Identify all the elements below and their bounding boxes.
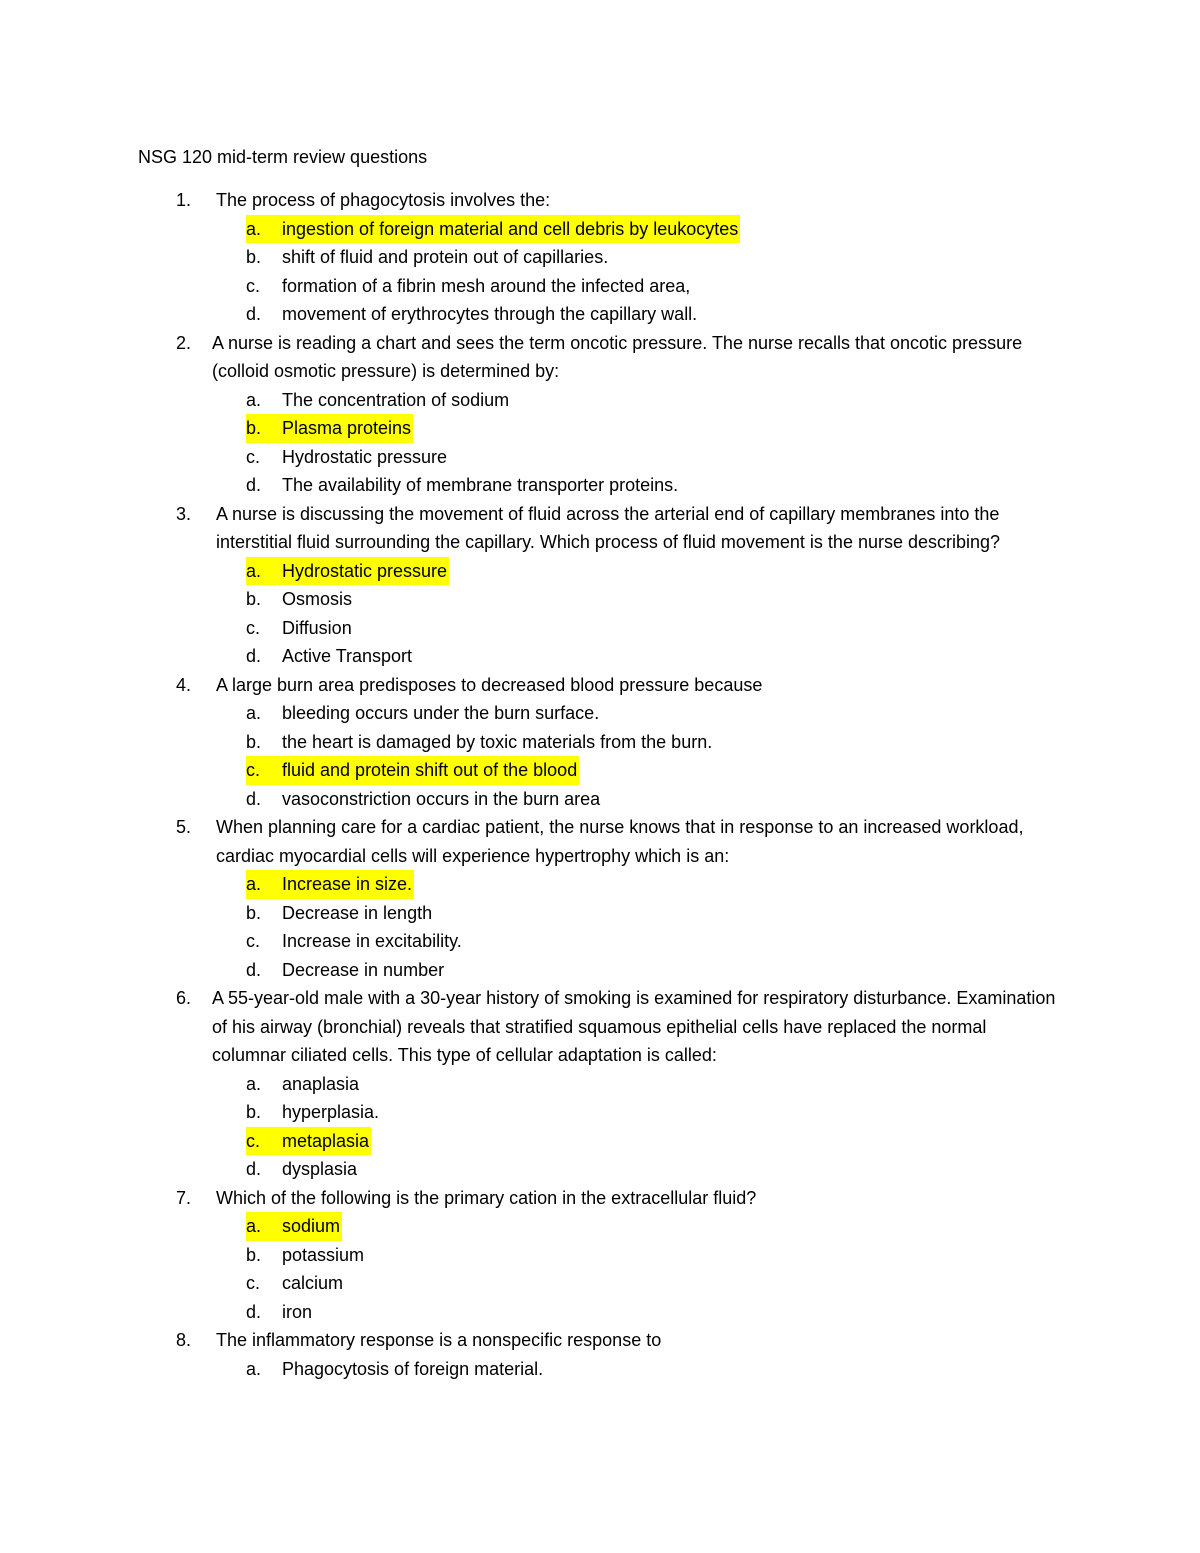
question-text: A 55-year-old male with a 30-year history of smoking is examined for respiratory disturbance. Examination of his airway (bronchial) reveals that stratified squamous epithelial cells have replaced the normal columnar ciliated cells. This type of cellular adaptation is called: [212,988,1056,1065]
answer-option-content [246,1355,545,1384]
answer-option [0,1269,1200,1298]
answer-option [0,272,1200,301]
answer-option-content [246,1155,359,1184]
answer-option [0,1212,1200,1241]
answer-option [0,756,1200,785]
answer-option [0,642,1200,671]
answer-option-content [246,300,699,329]
question-text: A large burn area predisposes to decreased blood pressure because [216,674,763,695]
question-text: The inflammatory response is a nonspecific response to [216,1330,662,1350]
option-text: hyperplasia. [282,1102,380,1122]
option-letter: d. [246,1301,262,1322]
answer-option [0,585,1200,614]
option-letter: b. [246,1102,262,1122]
question-row [0,984,1200,1070]
question-row [0,186,1200,215]
answer-option [0,927,1200,956]
question-row [0,1326,1200,1355]
highlighted-answer [246,870,414,899]
option-letter: a. [246,389,262,410]
option-text: Hydrostatic pressure [282,560,448,581]
question-item [0,671,1200,814]
question-text: Which of the following is the primary cation in the extracellular fluid? [216,1187,757,1208]
question-row [0,500,1200,557]
answer-option-content [246,614,354,643]
option-letter: d. [246,959,262,980]
option-letter: a. [246,560,262,581]
option-text: bleeding occurs under the burn surface. [282,703,600,723]
question-row [0,1184,1200,1213]
answer-option [0,386,1200,415]
answer-option-content [246,272,692,301]
question-number: 5. [176,817,192,837]
option-letter: c. [246,617,261,638]
question-item [0,1326,1200,1383]
option-letter: b. [246,589,262,609]
question-item [0,500,1200,671]
option-letter: b. [246,1244,262,1265]
answer-option-content [246,1298,314,1327]
option-text: Increase in excitability. [282,931,462,951]
option-letter: b. [246,418,262,438]
answer-option-content [246,785,602,814]
answer-option-content [246,471,680,500]
document-title: NSG 120 mid-term review questions [138,147,428,167]
option-letter: a. [246,1358,262,1379]
option-letter: a. [246,703,262,723]
answer-option [0,785,1200,814]
question-item [0,984,1200,1184]
answer-option-content [246,927,464,956]
question-text: The process of phagocytosis involves the: [216,190,551,210]
highlighted-answer [246,1127,371,1156]
question-number: 4. [176,674,192,695]
highlighted-answer [246,215,740,244]
option-letter: b. [246,247,262,267]
answer-option [0,1155,1200,1184]
option-text: shift of fluid and protein out of capillaries. [282,247,609,267]
question-text: A nurse is reading a chart and sees the term oncotic pressure. The nurse recalls that oncotic pressure (colloid osmotic pressure) is determined by: [212,332,1023,381]
answer-option-content [246,386,511,415]
answer-option-content [246,728,714,757]
answer-option [0,1298,1200,1327]
option-text: movement of erythrocytes through the capillary wall. [282,304,698,324]
option-letter: d. [246,304,262,324]
answer-option [0,300,1200,329]
option-text: anaplasia [282,1073,360,1094]
option-text: Active Transport [282,646,413,666]
option-text: Diffusion [282,617,352,638]
answer-option [0,899,1200,928]
question-row [0,329,1200,386]
option-text: Osmosis [282,589,353,609]
option-letter: c. [246,446,261,467]
option-text: Decrease in length [282,902,433,923]
answer-option-content [246,1070,361,1099]
option-text: Increase in size. [282,874,413,894]
question-item [0,813,1200,984]
question-text: A nurse is discussing the movement of fluid across the arterial end of capillary membranes into the interstitial fluid surrounding the capillary. Which process of fluid movement is the nurse describing? [216,503,1001,552]
question-number: 8. [176,1330,192,1350]
option-letter: c. [246,760,261,780]
answer-option [0,728,1200,757]
option-text: ingestion of foreign material and cell debris by leukocytes [282,218,739,239]
question-list [0,186,1200,1383]
answer-option-content [246,243,610,272]
option-letter: d. [246,788,262,809]
answer-option [0,614,1200,643]
option-letter: c. [246,931,261,951]
question-item [0,329,1200,500]
question-number: 3. [176,503,192,524]
question-number: 2. [176,332,192,353]
option-text: formation of a fibrin mesh around the infected area, [282,275,691,296]
answer-option-content [246,642,414,671]
option-letter: a. [246,1073,262,1094]
answer-option [0,1098,1200,1127]
option-letter: c. [246,1130,261,1151]
option-text: calcium [282,1273,344,1293]
option-letter: c. [246,1273,261,1293]
highlighted-answer [246,414,413,443]
answer-option [0,699,1200,728]
highlighted-answer [246,1212,342,1241]
answer-option [0,1070,1200,1099]
answer-option [0,1127,1200,1156]
option-text: the heart is damaged by toxic materials from the burn. [282,731,713,752]
option-letter: b. [246,731,262,752]
answer-option [0,443,1200,472]
highlighted-answer [246,557,449,586]
answer-option-content [246,1269,345,1298]
option-letter: a. [246,218,262,239]
answer-option-content [246,956,446,985]
answer-option [0,243,1200,272]
answer-option [0,215,1200,244]
option-letter: d. [246,646,262,666]
option-text: sodium [282,1216,341,1236]
answer-option-content [246,899,434,928]
answer-option-content [246,1241,366,1270]
option-letter: d. [246,475,262,495]
option-text: Phagocytosis of foreign material. [282,1358,544,1379]
question-number: 1. [176,190,192,210]
option-letter: d. [246,1159,262,1179]
answer-option-content [246,585,354,614]
option-letter: b. [246,902,262,923]
option-text: fluid and protein shift out of the blood [282,760,578,780]
answer-option [0,414,1200,443]
option-letter: a. [246,874,262,894]
option-letter: a. [246,1216,262,1236]
option-text: vasoconstriction occurs in the burn area [282,788,601,809]
option-text: dysplasia [282,1159,358,1179]
question-number: 7. [176,1187,192,1208]
question-row [0,813,1200,870]
answer-option [0,1241,1200,1270]
answer-option-content [246,1098,381,1127]
option-text: Decrease in number [282,959,445,980]
question-item [0,1184,1200,1327]
option-letter: c. [246,275,261,296]
question-text: When planning care for a cardiac patient, the nurse knows that in response to an increased workload, cardiac myocardial cells will experience hypertrophy which is an: [216,817,1024,866]
option-text: iron [282,1301,313,1322]
option-text: metaplasia [282,1130,370,1151]
option-text: Hydrostatic pressure [282,446,448,467]
question-row [0,671,1200,700]
highlighted-answer [246,756,579,785]
answer-option-content [246,699,601,728]
answer-option [0,1355,1200,1384]
option-text: Plasma proteins [282,418,412,438]
option-text: The concentration of sodium [282,389,510,410]
answer-option [0,956,1200,985]
answer-option [0,471,1200,500]
question-item [0,186,1200,329]
option-text: potassium [282,1244,365,1265]
answer-option-content [246,443,449,472]
answer-option [0,870,1200,899]
option-text: The availability of membrane transporter proteins. [282,475,679,495]
answer-option [0,557,1200,586]
question-number: 6. [176,988,192,1008]
